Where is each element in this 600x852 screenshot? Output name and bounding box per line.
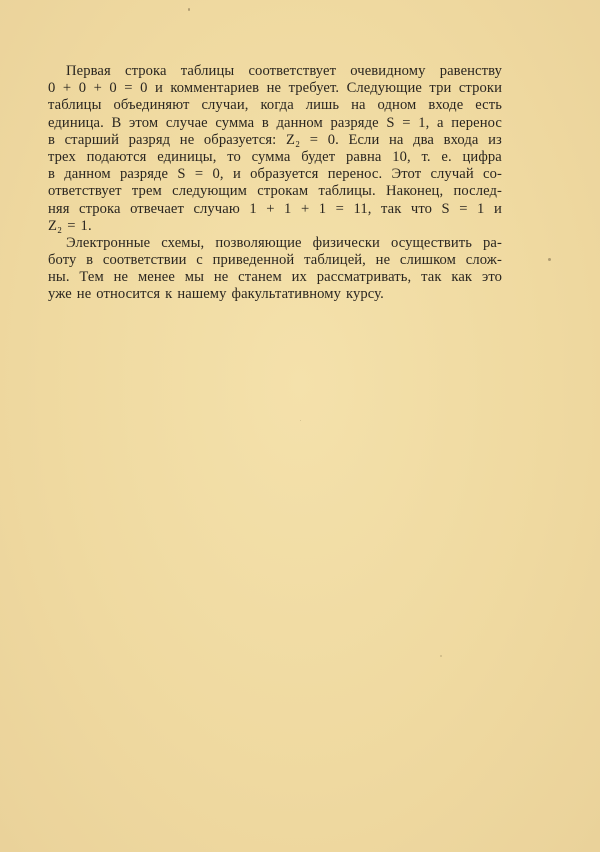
paragraph [48,63,502,235]
text-line: уже не относится к нашему факультативному курсу. [48,286,384,303]
text-line: боту в соответствии с приведенной таблицей, не слишком слож- [48,252,502,269]
body-text [48,63,502,304]
text-line: Электронные схемы, позволяющие физически осуществить ра- [66,234,502,251]
text-line: трех подаются единицы, то сумма будет равна 10, т. е. цифра [48,148,502,165]
text-line: единица. В этом случае сумма в данном разряде S = 1, а перенос [48,114,502,131]
paper-speck [548,258,551,261]
text-line: в старший разряд не образуется: Z₂ = 0. Если на два входа из [48,131,502,148]
paper-speck [188,8,190,11]
paragraph [48,235,502,304]
text-line: 0 + 0 + 0 = 0 и комментариев не требует. Следующие три строки [48,80,502,97]
text-line: Z₂ = 1. [48,217,92,234]
paper-speck [440,655,442,657]
text-line: в данном разряде S = 0, и образуется перенос. Этот случай со- [48,166,502,183]
text-line: ответствует трем следующим строкам таблицы. Наконец, послед- [48,183,502,200]
text-line: таблицы объединяют случаи, когда лишь на одном входе есть [48,97,502,114]
text-line: ны. Тем не менее мы не станем их рассматривать, так как это [48,269,502,286]
paper-speck [300,420,301,421]
text-line: няя строка отвечает случаю 1 + 1 + 1 = 11, так что S = 1 и [48,200,502,217]
text-line: Первая строка таблицы соответствует очевидному равенству [66,63,502,79]
